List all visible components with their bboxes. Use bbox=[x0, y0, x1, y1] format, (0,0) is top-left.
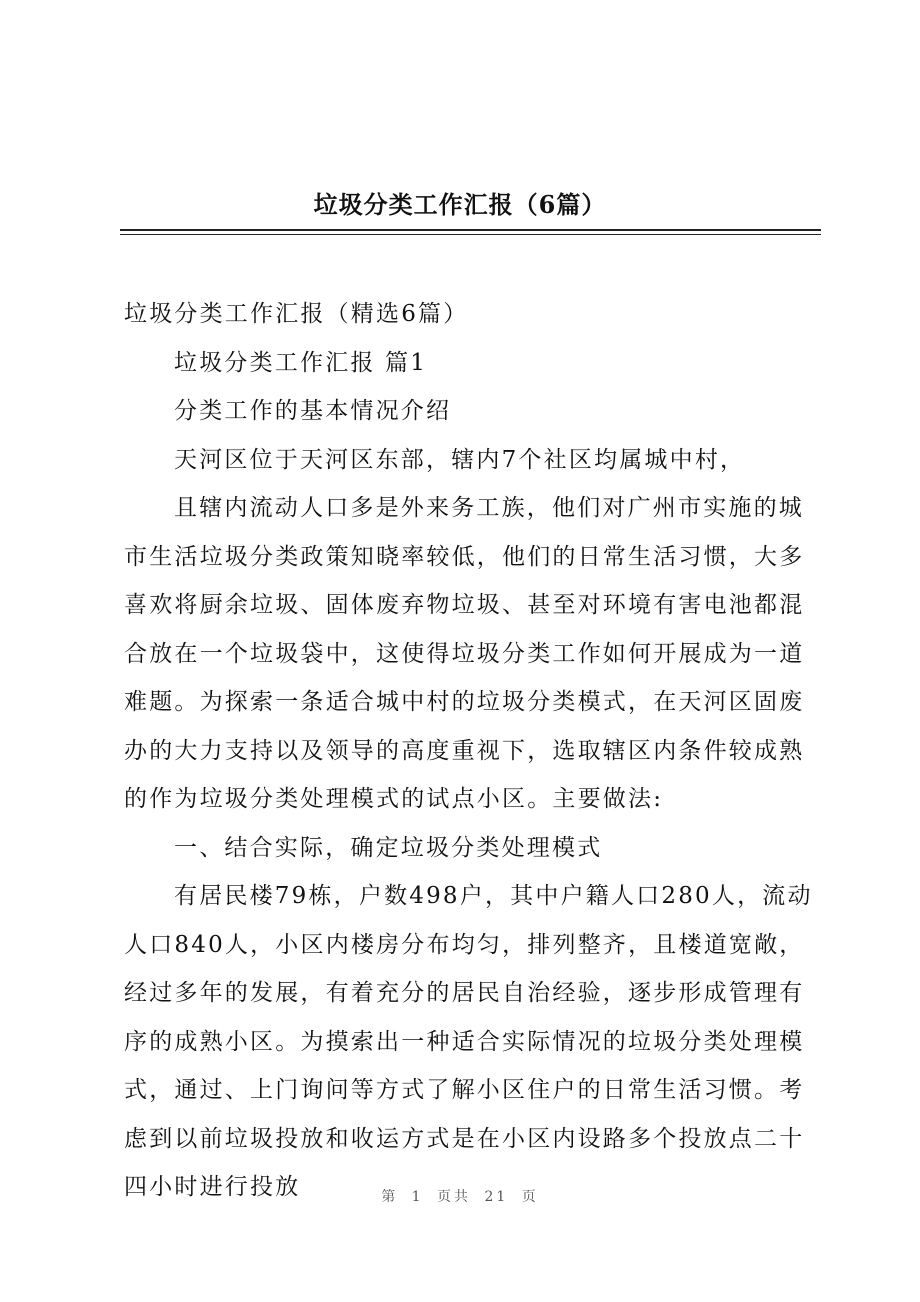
section-heading-part1: 垃圾分类工作汇报 篇1 bbox=[174, 349, 428, 376]
title-divider-thin bbox=[120, 234, 821, 235]
document-body bbox=[124, 290, 824, 1212]
title-divider-thick bbox=[120, 229, 821, 231]
section-heading-one: 一、结合实际，确定垃圾分类处理模式 bbox=[174, 834, 603, 861]
section-subheading-intro: 分类工作的基本情况介绍 bbox=[174, 398, 452, 424]
paragraph-details: 有居民楼79栋，户数498户，其中户籍人口280人，流动人口840人，小区内楼房分布均匀，排列整齐，且楼道宽敞，经过多年的发展，有着充分的居民自治经验，逐步形成管理有序的成熟小区。为摸索出一种适合实际情况的垃圾分类处理模式，通过、上门询问等方式了解小区住户的日常生活习惯。考虑到以前垃圾投放和收运方式是在小区内设路多个投放点二十四小时进行投放 bbox=[124, 883, 813, 1200]
subtitle-paragraph: 垃圾分类工作汇报（精选6篇） bbox=[124, 301, 469, 327]
document-title: 垃圾分类工作汇报（6篇） bbox=[313, 190, 607, 219]
page-number-footer: 第 1 页共 21 页 bbox=[381, 1189, 539, 1205]
paragraph-background: 且辖内流动人口多是外来务工族，他们对广州市实施的城市生活垃圾分类政策知晓率较低，他们的日常生活习惯，大多喜欢将厨余垃圾、固体废弃物垃圾、甚至对环境有害电池都混合放在一个垃圾袋中，这使得垃圾分类工作如何开展成为一道难题。为探索一条适合城中村的垃圾分类模式，在天河区固废办的大力支持以及领导的高度重视下，选取辖区内条件较成熟的作为垃圾分类处理模式的试点小区。主要做法: bbox=[124, 495, 805, 812]
paragraph-location: 天河区位于天河区东部，辖内7个社区均属城中村， bbox=[174, 446, 746, 473]
